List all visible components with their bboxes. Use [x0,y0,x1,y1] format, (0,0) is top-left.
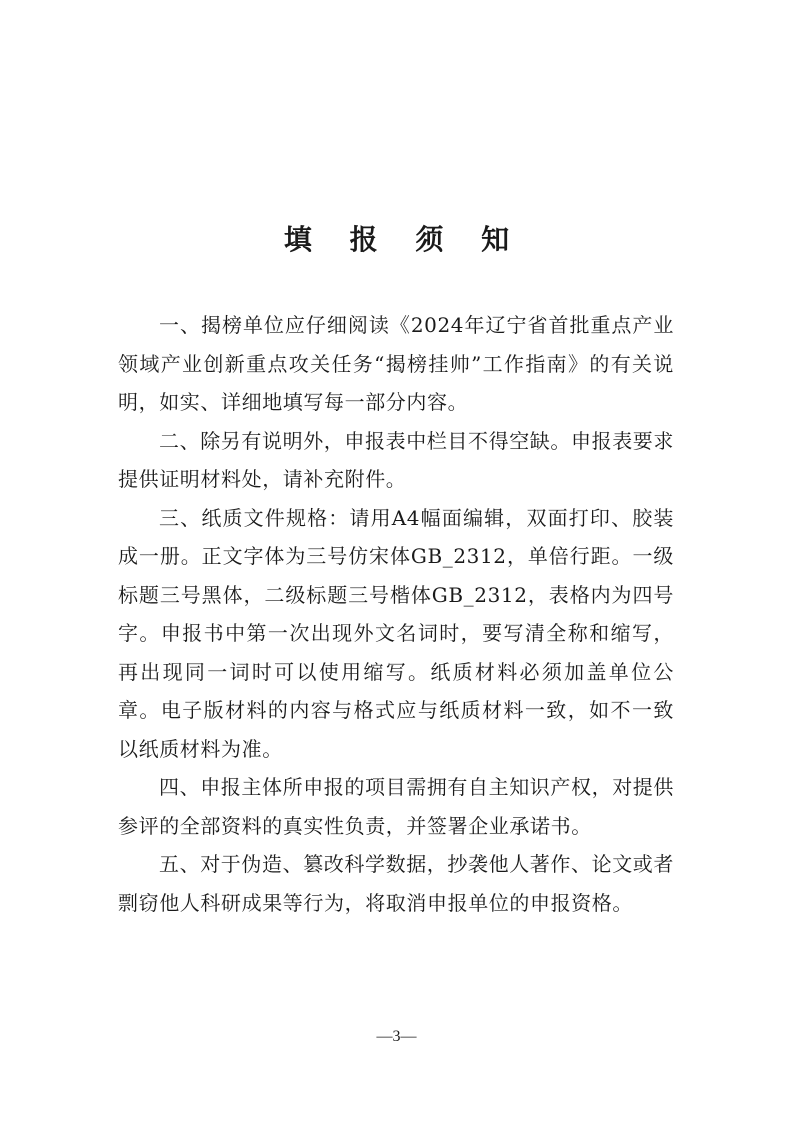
page-title: 填 报 须 知 [283,223,524,256]
paragraph-3: 三、纸质文件规格：请用A4幅面编辑，双面打印、胶装成一册。正文字体为三号仿宋体GB_2312，单倍行距。一级标题三号黑体，二级标题三号楷体GB_2312，表格内为四号字。申报书中第一次出现外文名词时，要写清全称和缩写，再出现同一词时可以使用缩写。纸质材料必须加盖单位公章。电子版材料的内容与格式应与纸质材料一致，如不一致以纸质材料为准。 [118,505,674,761]
paragraph-2: 二、除另有说明外，申报表中栏目不得空缺。申报表要求提供证明材料处，请补充附件。 [118,428,674,491]
instructions-body [118,306,674,922]
paragraph-1: 一、揭榜单位应仔细阅读《2024年辽宁省首批重点产业领域产业创新重点攻关任务“揭榜挂帅”工作指南》的有关说明，如实、详细地填写每一部分内容。 [118,313,674,414]
paragraph-5: 五、对于伪造、篡改科学数据，抄袭他人著作、论文或者剽窃他人科研成果等行为，将取消申报单位的申报资格。 [118,852,674,915]
page-number: —3— [376,1028,417,1045]
paragraph-4: 四、申报主体所申报的项目需拥有自主知识产权，对提供参评的全部资料的真实性负责，并签署企业承诺书。 [118,775,674,838]
